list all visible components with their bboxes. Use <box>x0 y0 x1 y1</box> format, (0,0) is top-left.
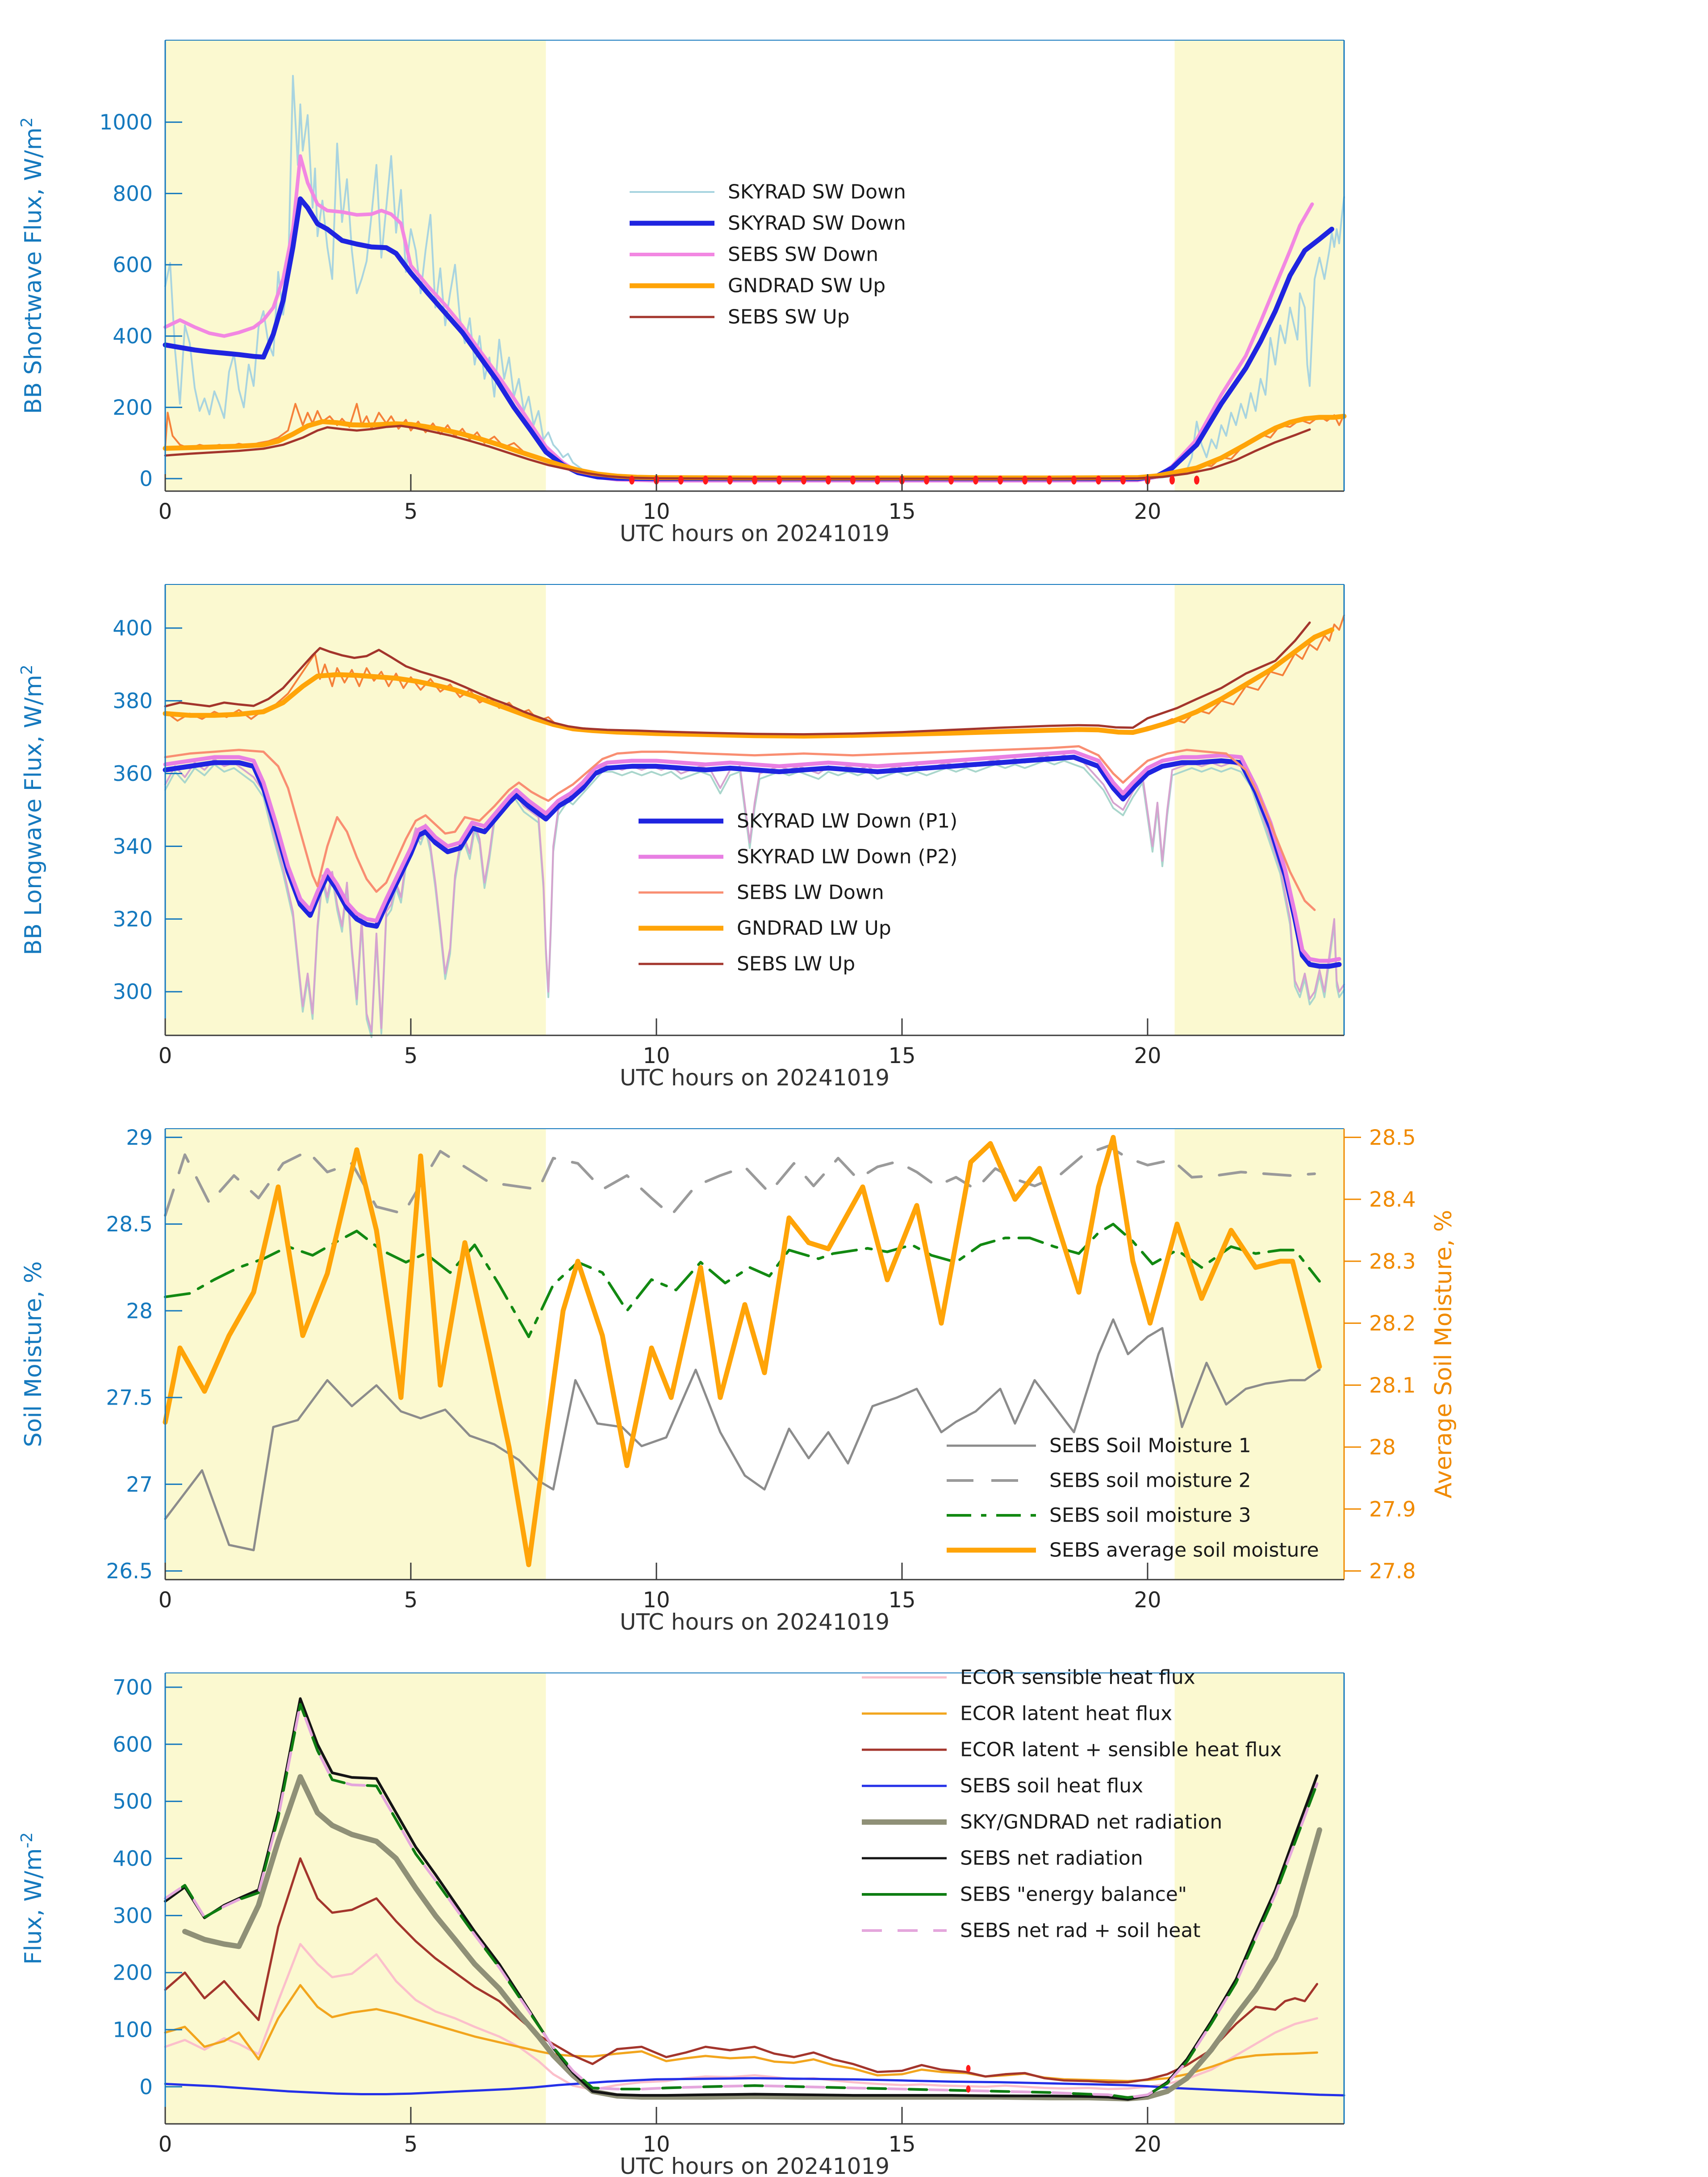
legend-label-sebs-energy-balance: SEBS "energy balance" <box>960 1883 1187 1906</box>
night-shading-band <box>1175 40 1345 491</box>
legend-label-ecor-latent-heat-flux: ECOR latent heat flux <box>960 1702 1173 1725</box>
y-tick-label: 800 <box>113 181 153 206</box>
y-tick-label: 320 <box>113 907 153 932</box>
legend <box>630 181 906 329</box>
y-tick-label: 600 <box>113 253 153 278</box>
y2-tick-label: 28.2 <box>1369 1311 1416 1336</box>
missing-data-marker <box>1194 475 1199 484</box>
x-tick-label: 20 <box>1134 499 1161 524</box>
y-tick-label: 380 <box>113 689 153 714</box>
legend-label-skyrad-lw-down-p1: SKYRAD LW Down (P1) <box>737 809 958 833</box>
y-axis-label: Flux, $W/m^{-2}$ <box>18 1832 47 1965</box>
x-tick-label: 20 <box>1134 1588 1161 1613</box>
y-tick-label: 600 <box>113 1732 153 1757</box>
legend-label-sebs-soil-moisture-1: SEBS Soil Moisture 1 <box>1049 1434 1251 1457</box>
legend-label-sebs-average-soil-moisture: SEBS average soil moisture <box>1049 1539 1319 1562</box>
y-tick-label: 1000 <box>99 110 153 135</box>
missing-data-marker <box>998 475 1003 484</box>
legend <box>639 810 957 976</box>
y2-tick-label: 28.4 <box>1369 1187 1416 1212</box>
legend-label-sebs-lw-down: SEBS LW Down <box>737 881 884 904</box>
missing-data-marker <box>1071 475 1077 484</box>
y2-tick-label: 28.5 <box>1369 1125 1416 1150</box>
right-y-axis-label: Average Soil Moisture, % <box>1430 1209 1457 1499</box>
y-tick-label: 400 <box>113 1846 153 1871</box>
y-tick-label: 29 <box>126 1125 153 1150</box>
x-tick-label: 5 <box>404 2132 418 2157</box>
y-axis-label: Soil Moisture, % <box>20 1261 47 1447</box>
missing-data-marker <box>966 2065 971 2072</box>
missing-data-marker <box>629 475 635 484</box>
x-tick-label: 20 <box>1134 1043 1161 1068</box>
x-tick-label: 15 <box>888 1588 916 1613</box>
y-tick-label: 340 <box>113 834 153 859</box>
legend-label-gndrad-sw-up: GNDRAD SW Up <box>728 274 886 297</box>
y-tick-label: 28.5 <box>106 1212 153 1237</box>
x-tick-label: 10 <box>643 2132 670 2157</box>
missing-data-marker <box>826 475 831 484</box>
panel-shortwave <box>0 0 1708 544</box>
y-tick-label: 300 <box>113 1903 153 1928</box>
panel-3-chart <box>0 1088 1708 1633</box>
y-tick-label: 28 <box>126 1299 153 1324</box>
x-axis-label: UTC hours on 20241019 <box>619 1609 890 1633</box>
x-tick-label: 20 <box>1134 2132 1161 2157</box>
legend-label-sebs-net-radiation: SEBS net radiation <box>960 1847 1143 1870</box>
panel-soil-moisture <box>0 1088 1708 1633</box>
legend-label-skyrad-sw-down: SKYRAD SW Down <box>728 180 906 204</box>
y2-tick-label: 28.1 <box>1369 1373 1416 1398</box>
missing-data-marker <box>703 475 708 484</box>
missing-data-marker <box>875 475 880 484</box>
y-tick-label: 26.5 <box>106 1559 153 1584</box>
missing-data-marker <box>924 475 929 484</box>
x-tick-label: 15 <box>888 1043 916 1068</box>
y-tick-label: 700 <box>113 1675 153 1700</box>
y-axis-label: BB Shortwave Flux, $W/m^2$ <box>18 117 47 414</box>
y-tick-label: 100 <box>113 2018 153 2043</box>
y-tick-label: 400 <box>113 616 153 641</box>
missing-data-marker <box>973 475 978 484</box>
x-tick-label: 0 <box>158 1043 172 1068</box>
legend-label-ecor-sensible-heat-flux: ECOR sensible heat flux <box>960 1666 1195 1689</box>
panel-1-chart <box>0 0 1708 544</box>
missing-data-marker <box>752 475 757 484</box>
x-tick-label: 10 <box>643 1588 670 1613</box>
legend-label-sebs-net-rad-soil-heat: SEBS net rad + soil heat <box>960 1919 1201 1942</box>
x-tick-label: 5 <box>404 1588 418 1613</box>
panel-energy-flux <box>0 1633 1708 2177</box>
x-tick-label: 10 <box>643 499 670 524</box>
missing-data-marker <box>1047 475 1052 484</box>
panel-4-chart <box>0 1633 1708 2177</box>
x-axis-label: UTC hours on 20241019 <box>619 1065 890 1088</box>
y-tick-label: 200 <box>113 395 153 420</box>
missing-data-marker <box>801 475 806 484</box>
night-shading-band <box>165 1673 546 2124</box>
legend-label-sebs-lw-up: SEBS LW Up <box>737 952 856 976</box>
missing-data-marker <box>1096 475 1101 484</box>
missing-data-marker <box>948 475 954 484</box>
y-tick-label: 27 <box>126 1472 153 1497</box>
legend-label-sky-gndrad-net-radiation: SKY/GNDRAD net radiation <box>960 1810 1223 1834</box>
x-tick-label: 15 <box>888 2132 916 2157</box>
y-tick-label: 300 <box>113 980 153 1005</box>
x-axis-label: UTC hours on 20241019 <box>619 2153 890 2177</box>
y2-tick-label: 27.9 <box>1369 1497 1416 1522</box>
legend-label-sebs-soil-heat-flux: SEBS soil heat flux <box>960 1774 1144 1797</box>
y2-tick-label: 27.8 <box>1369 1559 1416 1584</box>
y-tick-label: 200 <box>113 1960 153 1985</box>
missing-data-marker <box>1120 475 1126 484</box>
missing-data-marker <box>850 475 856 484</box>
legend-label-sebs-soil-moisture-3: SEBS soil moisture 3 <box>1049 1504 1251 1527</box>
x-tick-label: 15 <box>888 499 916 524</box>
x-tick-label: 0 <box>158 2132 172 2157</box>
y-tick-label: 0 <box>139 2075 153 2100</box>
y2-tick-label: 28 <box>1369 1435 1396 1460</box>
x-tick-label: 0 <box>158 1588 172 1613</box>
legend-label-gndrad-lw-up: GNDRAD LW Up <box>737 917 891 940</box>
x-axis-label: UTC hours on 20241019 <box>619 521 890 544</box>
x-tick-label: 5 <box>404 1043 418 1068</box>
y2-tick-label: 28.3 <box>1369 1249 1416 1274</box>
x-tick-label: 5 <box>404 499 418 524</box>
missing-data-marker <box>1022 475 1027 484</box>
legend-label-sebs-sw-down: SEBS SW Down <box>728 243 879 266</box>
y-tick-label: 0 <box>139 467 153 492</box>
missing-data-marker <box>727 475 733 484</box>
x-tick-label: 10 <box>643 1043 670 1068</box>
night-shading-band <box>165 584 546 1035</box>
legend-label-sebs-sw-up: SEBS SW Up <box>728 305 850 329</box>
missing-data-marker <box>1169 475 1175 484</box>
missing-data-marker <box>678 475 684 484</box>
legend-label-ecor-latent-sensible-heat-flux: ECOR latent + sensible heat flux <box>960 1738 1282 1761</box>
missing-data-marker <box>777 475 782 484</box>
y-axis-label: BB Longwave Flux, $W/m^2$ <box>18 664 47 955</box>
panel-longwave <box>0 544 1708 1088</box>
x-tick-label: 0 <box>158 499 172 524</box>
missing-data-marker <box>966 2085 971 2093</box>
legend-label-sebs-soil-moisture-2: SEBS soil moisture 2 <box>1049 1469 1251 1492</box>
y-tick-label: 500 <box>113 1789 153 1814</box>
panel-2-chart <box>0 544 1708 1088</box>
y-tick-label: 400 <box>113 324 153 349</box>
legend-label-skyrad-sw-down: SKYRAD SW Down <box>728 212 906 235</box>
y-tick-label: 360 <box>113 761 153 786</box>
legend-label-skyrad-lw-down-p2: SKYRAD LW Down (P2) <box>737 845 958 868</box>
y-tick-label: 27.5 <box>106 1385 153 1410</box>
